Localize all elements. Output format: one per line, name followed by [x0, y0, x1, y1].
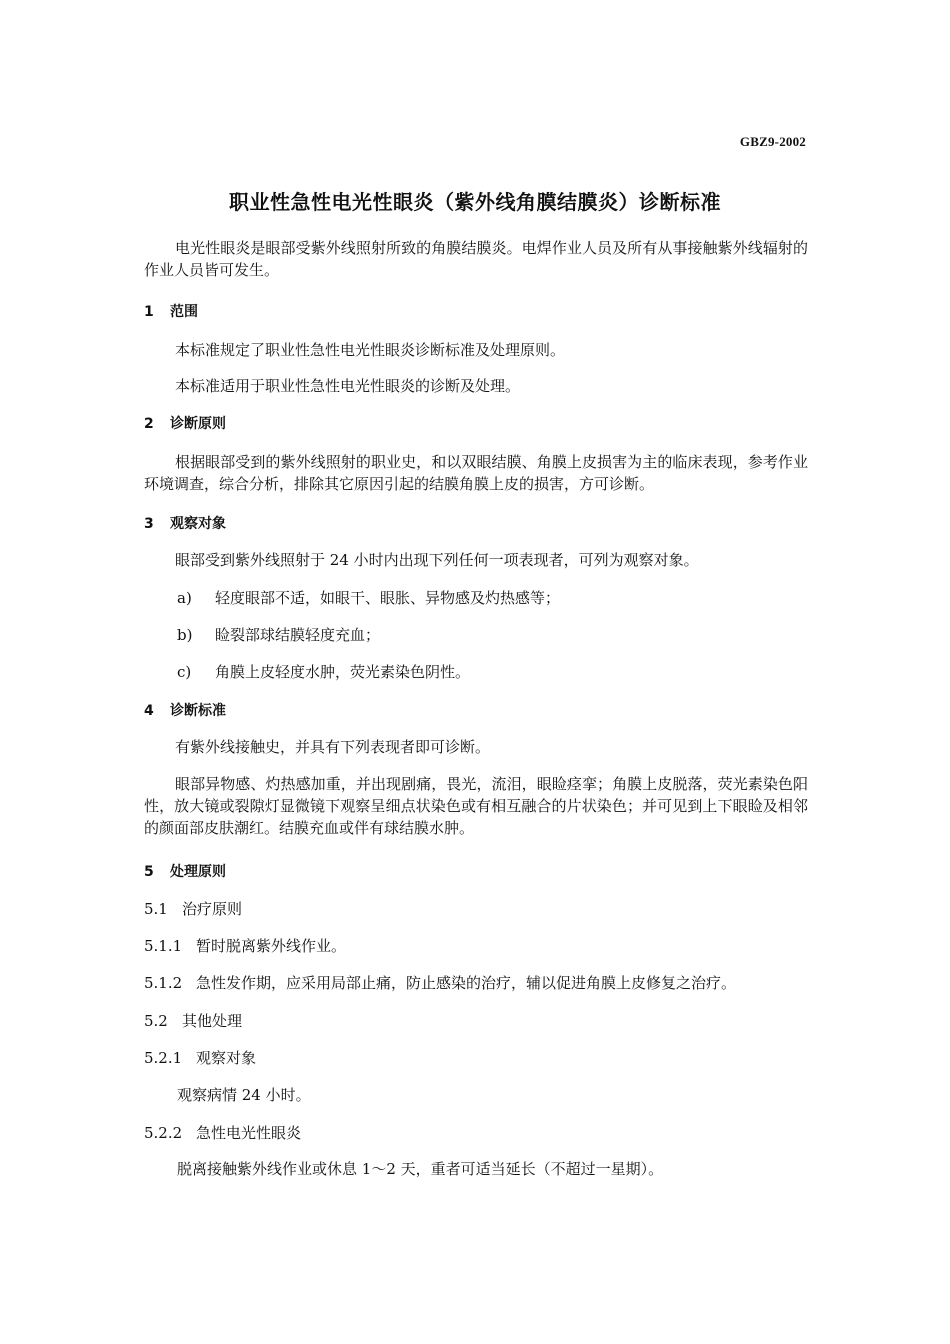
- section-4-paragraph-2: 眼部异物感、灼热感加重，并出现剧痛，畏光，流泪，眼睑痉挛；角膜上皮脱落，荧光素染色阳性，放大镜或裂隙灯显微镜下观察呈细点状染色或有相互融合的片状染色；并可见到上下眼睑及相邻的颜面部皮肤潮红。结膜充血或伴有球结膜水肿。: [144, 775, 808, 837]
- section-heading-2: [144, 413, 808, 435]
- clause-5-2: [144, 1010, 808, 1032]
- list-item-c: [144, 661, 808, 683]
- standard-code: GBZ9-2002: [739, 134, 806, 149]
- section-2-paragraph-1: 根据眼部受到的紫外线照射的职业史，和以双眼结膜、角膜上皮损害为主的临床表现，参考作业环境调查，综合分析，排除其它原因引起的结膜角膜上皮的损害，方可诊断。: [144, 453, 808, 493]
- section-title: 诊断原则: [170, 416, 226, 432]
- section-heading-3: [144, 513, 808, 535]
- clause-text: 急性发作期，应采用局部止痛，防止感染的治疗，辅以促进角膜上皮修复之治疗。: [196, 974, 737, 992]
- clause-title: 治疗原则: [182, 900, 243, 918]
- section-number: 4: [144, 703, 154, 719]
- clause-title: 其他处理: [182, 1012, 243, 1030]
- list-marker: c): [177, 663, 192, 681]
- clause-number: 5.2.1: [144, 1049, 183, 1067]
- list-marker: b): [177, 626, 193, 644]
- section-title: 范围: [170, 304, 198, 320]
- list-item-text: 睑裂部球结膜轻度充血；: [215, 626, 381, 644]
- section-heading-5: [144, 861, 808, 883]
- section-title: 诊断标准: [170, 703, 226, 719]
- clause-5-1-2: [144, 972, 808, 994]
- section-4-paragraph-1: 有紫外线接触史，并具有下列表现者即可诊断。: [175, 738, 491, 756]
- list-item-text: 角膜上皮轻度水肿，荧光素染色阴性。: [215, 663, 471, 681]
- section-title: 处理原则: [170, 864, 226, 880]
- clause-number: 5.1.1: [144, 937, 183, 955]
- clause-number: 5.1.2: [144, 974, 183, 992]
- section-1-paragraph-1: 本标准规定了职业性急性电光性眼炎诊断标准及处理原则。: [175, 341, 566, 359]
- clause-5-2-1: [144, 1047, 808, 1069]
- section-heading-4: [144, 700, 808, 722]
- clause-number: 5.2.2: [144, 1124, 183, 1142]
- document-title: 职业性急性电光性眼炎（紫外线角膜结膜炎）诊断标准: [229, 190, 721, 214]
- clause-text: 暂时脱离紫外线作业。: [196, 937, 347, 955]
- section-3-paragraph-1: 眼部受到紫外线照射于 24 小时内出现下列任何一项表现者，可列为观察对象。: [175, 551, 699, 569]
- clause-title: 观察对象: [196, 1049, 257, 1067]
- section-heading-1: [144, 301, 808, 323]
- clause-title: 急性电光性眼炎: [196, 1124, 302, 1142]
- section-title: 观察对象: [170, 516, 226, 532]
- clause-5-2-2-body: 脱离接触紫外线作业或休息 1～2 天，重者可适当延长（不超过一星期）。: [177, 1160, 664, 1178]
- clause-5-2-2: [144, 1122, 808, 1144]
- list-item-text: 轻度眼部不适，如眼干、眼胀、异物感及灼热感等；: [215, 589, 561, 607]
- section-number: 2: [144, 416, 154, 432]
- list-marker: a): [177, 589, 192, 607]
- clause-5-1-1: [144, 935, 808, 957]
- list-item-b: [144, 624, 808, 646]
- section-number: 5: [144, 864, 154, 880]
- section-1-paragraph-2: 本标准适用于职业性急性电光性眼炎的诊断及处理。: [175, 377, 521, 395]
- clause-number: 5.1: [144, 900, 168, 918]
- clause-number: 5.2: [144, 1012, 168, 1030]
- list-item-a: [144, 587, 808, 609]
- section-number: 1: [144, 304, 154, 320]
- intro-paragraph: 电光性眼炎是眼部受紫外线照射所致的角膜结膜炎。电焊作业人员及所有从事接触紫外线辐射的作业人员皆可发生。: [144, 239, 808, 279]
- clause-5-2-1-body: 观察病情 24 小时。: [177, 1086, 311, 1104]
- clause-5-1: [144, 898, 808, 920]
- section-number: 3: [144, 516, 154, 532]
